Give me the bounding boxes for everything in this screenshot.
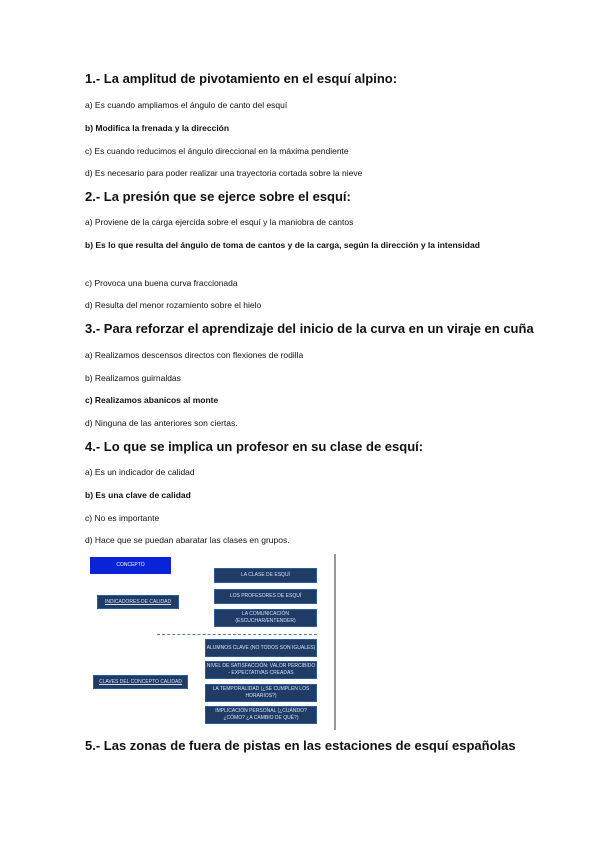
question-3-option-c: c) Realizamos abanicos al monte bbox=[85, 395, 219, 405]
diagram-indicator-3: LA COMUNICACIÓN (ESCUCHAR/ENTENDER) bbox=[214, 609, 317, 627]
diagram-key-1: ALUMNOS CLAVE (NO TODOS SON IGUALES) bbox=[205, 639, 317, 657]
diagram-key-4: IMPLICACIÓN PERSONAL (¿CUÁNDO? ¿CÓMO? ¿A CAMBIO DE QUÉ?) bbox=[205, 706, 317, 724]
question-2-option-c: c) Provoca una buena curva fraccionada bbox=[85, 278, 238, 288]
question-1-option-b: b) Modifica la frenada y la dirección bbox=[85, 123, 230, 133]
question-5-title: 5.- Las zonas de fuera de pistas en las estaciones de esquí españolas bbox=[85, 738, 516, 753]
question-1-option-a: a) Es cuando ampliamos el ángulo de canto del esquí bbox=[85, 100, 288, 110]
diagram-vertical-rule bbox=[334, 554, 336, 730]
diagram-indicator-2: LOS PROFESORES DE ESQUÍ bbox=[214, 589, 317, 604]
question-3-title: 3.- Para reforzar el aprendizaje del inicio de la curva en un viraje en cuña bbox=[85, 321, 534, 336]
question-4-option-a: a) Es un indicador de calidad bbox=[85, 467, 195, 477]
diagram-key-3: LA TEMPORALIDAD (¿SE CUMPLEN LOS HORARIOS?) bbox=[205, 684, 317, 702]
quality-concept-diagram bbox=[85, 554, 345, 730]
diagram-concept-box: CONCEPTO bbox=[90, 557, 171, 574]
question-4-option-c: c) No es importante bbox=[85, 513, 160, 523]
diagram-keys-label: CLAVES DEL CONCEPTO CALIDAD bbox=[93, 675, 188, 689]
question-2-option-b: b) Es lo que resulta del ángulo de toma de cantos y de la carga, según la dirección y la intensidad bbox=[85, 240, 480, 250]
question-3-option-a: a) Realizamos descensos directos con flexiones de rodilla bbox=[85, 350, 304, 360]
question-2-title: 2.- La presión que se ejerce sobre el esquí: bbox=[85, 189, 351, 204]
question-4-option-b: b) Es una clave de calidad bbox=[85, 490, 191, 500]
diagram-indicator-1: LA CLASE DE ESQUÍ bbox=[214, 568, 317, 583]
question-1-option-d: d) Es necesario para poder realizar una trayectoria cortada sobre la nieve bbox=[85, 168, 363, 178]
question-1-option-c: c) Es cuando reducimos el ángulo direccional en la máxima pendiente bbox=[85, 146, 349, 156]
question-1-title: 1.- La amplitud de pivotamiento en el esquí alpino: bbox=[85, 71, 398, 86]
question-2-option-a: a) Proviene de la carga ejercida sobre el esquí y la maniobra de cantos bbox=[85, 217, 354, 227]
question-3-option-d: d) Ninguna de las anteriores son ciertas. bbox=[85, 418, 238, 428]
question-3-option-b: b) Realizamos guirnaldas bbox=[85, 373, 181, 383]
question-4-option-d: d) Hace que se puedan abaratar las clases en grupos. bbox=[85, 535, 290, 545]
diagram-indicators-label: INDICADORES DE CALIDAD bbox=[97, 595, 179, 609]
diagram-divider bbox=[157, 634, 317, 635]
diagram-key-2: NIVEL DE SATISFACCIÓN: VALOR PERCIBIDO - EXPECTATIVAS CREADAS bbox=[205, 661, 317, 679]
question-4-title: 4.- Lo que se implica un profesor en su clase de esquí: bbox=[85, 439, 424, 454]
question-2-option-d: d) Resulta del menor rozamiento sobre el hielo bbox=[85, 300, 262, 310]
